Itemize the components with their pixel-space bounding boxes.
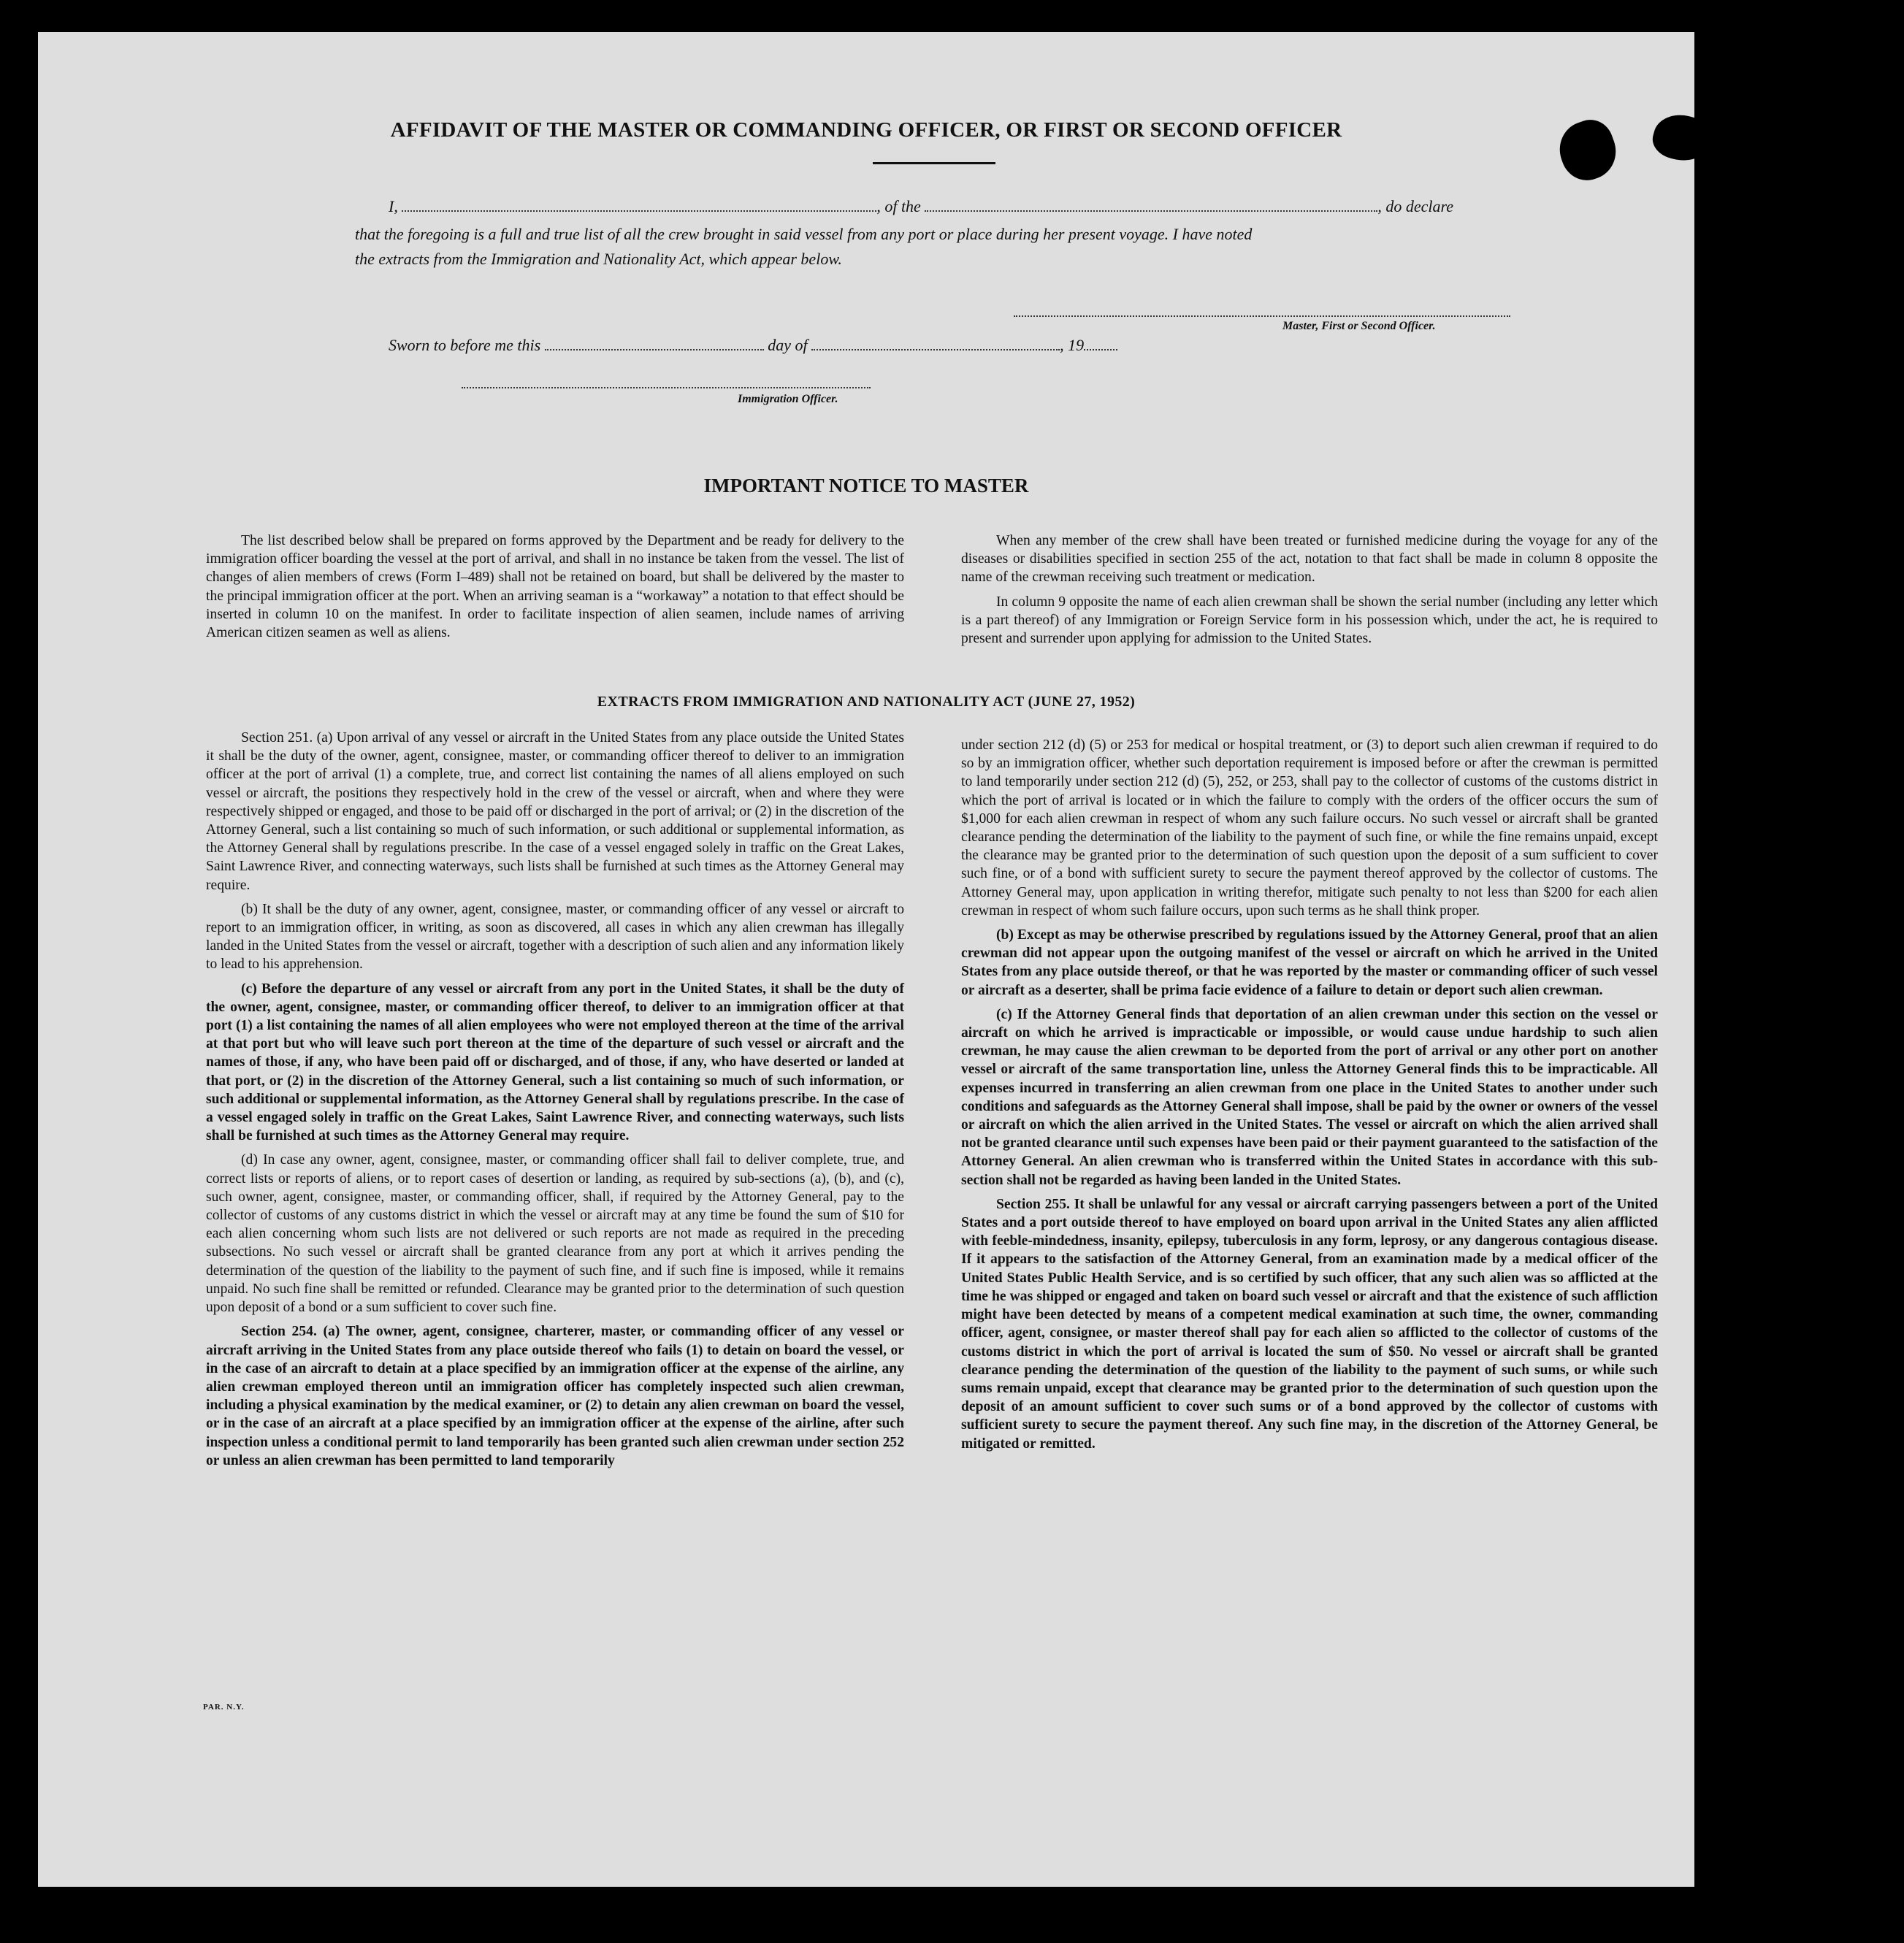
sworn-day-blank[interactable] (545, 348, 764, 350)
punch-hole (1769, 222, 1797, 250)
officer-signature-line[interactable] (462, 387, 871, 388)
extract-paragraph: Section 254. (a) The owner, agent, consignee, charterer, master, or commanding officer of any vessel or aircraft arriving in the United States from any place outside thereof who fails (1) to detain on board the vessel, or in the case of an aircraft to detain at a place specified by an immigration officer at the expense of the airline, any alien crewman employed thereon until an immigration officer has completely inspected such alien crewman, including a physical examination by the medical examiner, or (2) to detain any alien crewman on board the vessel, or in the case of an aircraft at a place specified by an immigration officer at the expense of the airline, after such inspection unless a conditional permit to land temporarily has been granted such alien crewman under section 252 or unless an alien crewman has been permitted to land temporarily (206, 1324, 904, 1468)
extract-paragraph: (c) If the Attorney General finds that deportation of an alien crewman under this section on the vessel or aircraft on which he arrived is impracticable or impossible, or would cause undue hardship to such alien crewman, he may cause the alien crewman to be deported from the port of arrival or any other port on another vessel or aircraft of the same transportation line, unless the Attorney General finds this to be impracticable. All expenses incurred in transferring an alien crewman from one place in the United States to another under such conditions and safeguards as the Attorney General shall impose, shall be paid by the owner or owners of the vessel or aircraft on which the alien arrived in the United States. The vessel or aircraft on which the alien arrived shall not be granted clearance until such expenses have been paid or their payment guaranteed to the satisfaction of the Attorney General. An alien crewman who is transferred within the United States in accordance with this sub-section shall not be regarded as having been landed in the United States. (961, 1006, 1658, 1188)
punch-hole (1754, 1678, 1782, 1706)
name-blank[interactable] (402, 210, 876, 212)
printer-imprint: PAR. N.Y. (203, 1703, 245, 1712)
declaration-line-2: that the foregoing is a full and true list of all the crew brought in said vessel from any port or place during her present voyage. I have noted (355, 225, 1253, 243)
punch-hole (1765, 635, 1792, 663)
sworn-prefix: Sworn to before me this (389, 336, 541, 354)
punch-hole (1754, 1777, 1782, 1805)
sworn-day-of: day of (768, 336, 808, 354)
sworn-line (389, 336, 1117, 355)
notice-left-paragraph: The list described below shall be prepared on forms approved by the Department and be ready for delivery to the immigration officer boarding the vessel at the port of arrival, and shall in no instance be taken from the vessel. The list of changes of alien members of crews (Form I–489) shall not be retained on board, but shall be delivered by the master to the principal immigration officer at the port. When an arriving seaman is a “workaway” a notation to that effect should be inserted in column 10 on the manifest. In order to facilitate inspection of alien seamen, include names of arriving American citizen seamen as well as aliens. (206, 533, 904, 641)
notice-right-column (961, 532, 1658, 654)
ink-blot (1648, 109, 1716, 168)
sworn-year-blank[interactable] (1084, 348, 1117, 350)
extract-paragraph: (c) Before the departure of any vessel or aircraft from any port in the United States, it shall be the duty of the owner, agent, consignee, master, or commanding officer thereof, to deliver to an immigration officer at that port (1) a list containing the names of all alien employees who were not employed thereon at the time of the arrival at that port but who will leave such port thereon at the time of the departure of such vessel or aircraft and the names of those, if any, who have been paid off or discharged, and of those, if any, who have deserted or landed at that port, or (2) in the discretion of the Attorney General, such a list containing so much of such information, or such additional or supplemental information, as the Attorney General shall by regulations prescribe. In the case of a vessel engaged solely in traffic on the Great Lakes, Saint Lawrence River, and connecting waterways, such lists shall be furnished at such times as the Attorney General may require. (206, 981, 904, 1144)
sworn-year-prefix: , 19 (1060, 336, 1085, 354)
extract-paragraph: (b) Except as may be otherwise prescribed by regulations issued by the Attorney General, proof that an alien crewman did not appear upon the outgoing manifest of the vessel or aircraft on which he arrived in the United States from any place outside thereof, or that he was reported by the master or commanding officer of such vessel or aircraft as a deserter, shall be prima facie evidence of a failure to detain or deport such alien crewman. (961, 927, 1658, 998)
title-underline (873, 162, 995, 164)
declaration-line-3: the extracts from the Immigration and Nationality Act, which appear below. (355, 250, 842, 268)
form-sheet (38, 32, 1694, 1887)
officer-signature-label: Immigration Officer. (738, 393, 838, 405)
extract-paragraph: (b) It shall be the duty of any owner, agent, consignee, master, or commanding officer of any vessel or aircraft to report to an immigration officer, in writing, as soon as discovered, all cases in which any alien crewman has illegally landed in the United States from the vessel or aircraft, together with a description of such alien and any information likely to lead to his apprehension. (206, 901, 904, 973)
extract-paragraph: (d) In case any owner, agent, consignee, master, or commanding officer shall fail to deliver complete, true, and correct lists or reports of aliens, or to report cases of desertion or landing, as required by sub-sections (a), (b), and (c), such owner, agent, consignee, master, or commanding officer, shall, if required by the Attorney General, pay to the collector of customs of any customs district in which the vessel or aircraft may at any time be found the sum of $10 for each alien concerning whom such lists are not delivered or such reports are not made as required in the preceding subsections. No such vessel or aircraft shall be granted clearance from any port at which it arrives pending the determination of the question of the liability to the payment of such fine, and if such fine is imposed, while it remains unpaid. No such fine shall be remitted or refunded. Clearance may be granted prior to the determination of such question upon deposit of a bond or a sum sufficient to cover such fine. (206, 1152, 904, 1316)
vessel-blank[interactable] (925, 210, 1377, 212)
master-signature-label: Master, First or Second Officer. (1282, 320, 1436, 332)
punch-hole (1763, 321, 1791, 349)
extracts-left-column (206, 729, 904, 1476)
declaration-suffix: , do declare (1377, 197, 1453, 215)
declaration-of-the: , of the (876, 197, 921, 215)
declaration-line-1 (389, 197, 1453, 216)
notice-right-paragraph-2: In column 9 opposite the name of each alien crewman shall be shown the serial number (including any letter which is a part thereof) of any Immigration or Foreign Service form in his possession which, under the act, he is required to present and surrender upon applying for admission to the United States. (961, 594, 1658, 647)
sworn-month-blank[interactable] (811, 348, 1060, 350)
extract-paragraph: under section 212 (d) (5) or 253 for medical or hospital treatment, or (3) to deport such alien crewman if required to do so by an immigration officer, whether such deportation requirement is imposed before or after the crewman is permitted to land temporarily under section 212 (d) (5), 252, or 253, shall pay to the collector of customs of the customs district in which the port of arrival is located or in which the failure to comply with the orders of the officer occurs the sum of $1,000 for each alien crewman in respect of whom any such failure occurs. No such vessel or aircraft shall be granted clearance pending the determination of the liability to the payment of such fine, or while the fine remains unpaid, except the clearance may be granted prior to the determination of such question upon the deposit of a sum sufficient to cover such fine, or of a bond with sufficient surety to secure the payment thereof approved by the collector of customs. The Attorney General may, upon application in writing therefor, mitigate such penalty to not less than $200 for each alien crewman in respect of whom such failure occurs, upon such terms as he shall think proper. (961, 737, 1658, 919)
extract-paragraph: Section 251. (a) Upon arrival of any vessel or aircraft in the United States from any place outside the United States it shall be the duty of the owner, agent, consignee, master, or commanding officer thereof to deliver to an immigration officer at the port of arrival (1) a complete, true, and correct list containing the names of all aliens employed on such vessel or aircraft, the positions they respectively hold in the crew of the vessel or aircraft, when and where they were respectively shipped or engaged, and those to be paid off or discharged in the port of arrival; or (2) in the discretion of the Attorney General, such a list containing so much of such information, or such additional or supplemental information, as the Attorney General shall by regulations prescribe. In the case of a vessel engaged solely in traffic on the Great Lakes, Saint Lawrence River, and connecting waterways, such lists shall be furnished at such times as the Attorney General may require. (206, 730, 904, 893)
notice-right-paragraph-1: When any member of the crew shall have been treated or furnished medicine during the voyage for any of the diseases or disabilities specified in section 255 of the act, notation to that fact shall be made in column 8 opposite the name of the crewman receiving such treatment or medication. (961, 533, 1658, 586)
page-title: AFFIDAVIT OF THE MASTER OR COMMANDING OFFICER, OR FIRST OR SECOND OFFICER (390, 118, 1342, 142)
declaration-prefix: I, (389, 197, 398, 215)
notice-left-column (206, 532, 904, 648)
extracts-heading: EXTRACTS FROM IMMIGRATION AND NATIONALITY ACT (JUNE 27, 1952) (597, 694, 1136, 710)
master-signature-line[interactable] (1014, 315, 1510, 317)
extract-paragraph: Section 255. It shall be unlawful for any vessal or aircraft carrying passengers between a port of the United States and a port outside thereof to have employed on board upon arrival in the United States any alien afflicted with feeble-mindedness, insanity, epilepsy, tuberculosis in any form, leprosy, or any dangerous contagious disease. If it appears to the satisfaction of the Attorney General, from an examination made by a medical officer of the United States Public Health Service, and is so certified by such officer, that any such alien was so afflicted at the time he was shipped or engaged and taken on board such vessel or aircraft and that the existence of such affliction might have been detected by means of a competent medical examination at such time, the owner, commanding officer, agent, consignee, or master thereof shall pay for each alien so afflicted to the collector of customs of the customs district in which the port of arrival is located the sum of $50. No vessel or aircraft shall be granted clearance pending the determination of the question of the liability to the payment of such sums, or while such sums remain unpaid, except that clearance may be granted prior to the determination of such question upon the deposit of an amount sufficient to cover such sums or of a bond approved by the collector of customs with sufficient surety to secure the payment thereof. Any such fine may, in the discretion of the Attorney General, be mitigated or remitted. (961, 1196, 1658, 1452)
notice-heading: IMPORTANT NOTICE TO MASTER (703, 475, 1029, 497)
punch-hole (1763, 735, 1791, 762)
punch-hole (1756, 1389, 1783, 1417)
extracts-right-column (961, 736, 1658, 1459)
